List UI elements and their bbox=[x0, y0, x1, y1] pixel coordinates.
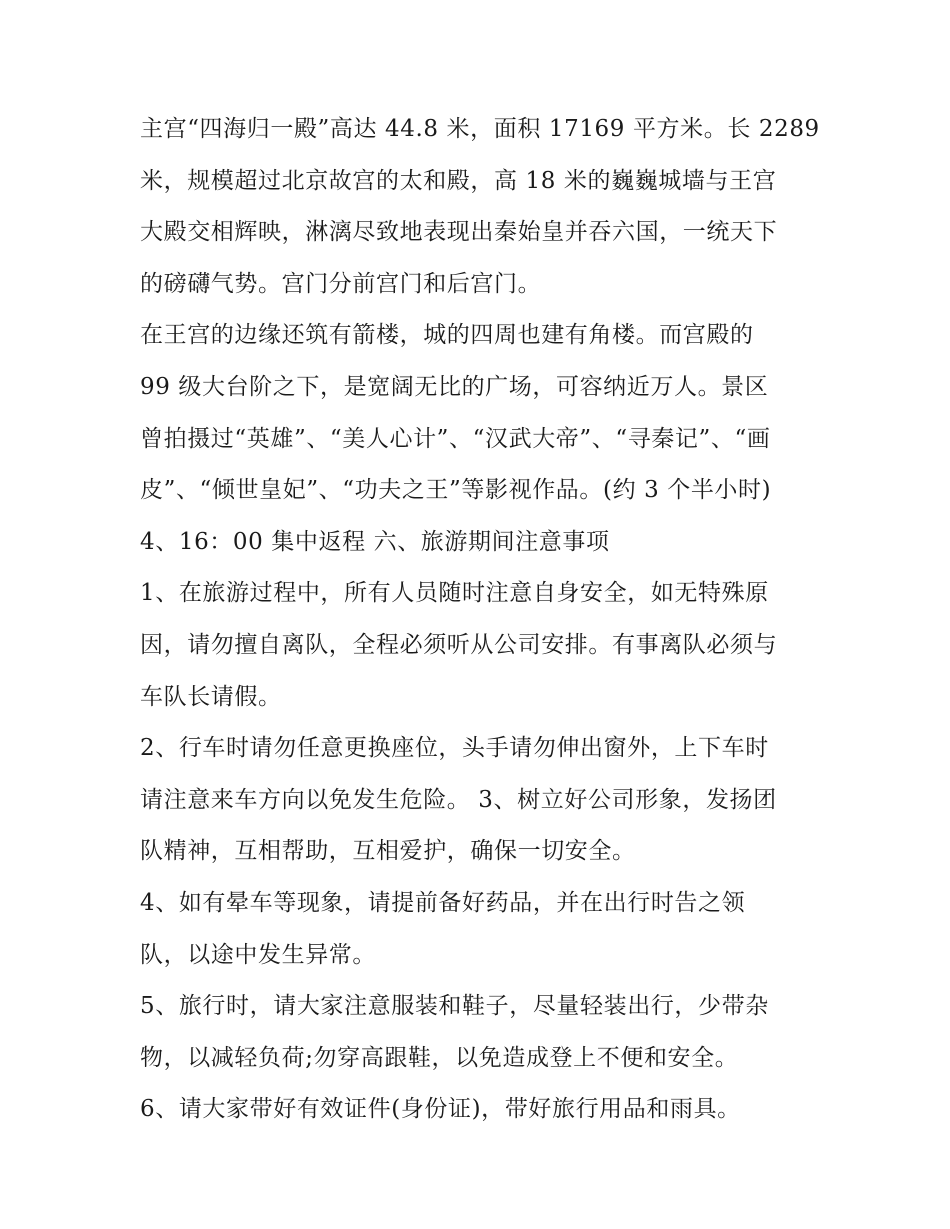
text-line: 的磅礴气势。宫门分前宫门和后宫门。 bbox=[140, 270, 542, 297]
text-line: 请注意来车方向以免发生危险。 3、树立好公司形象，发扬团 bbox=[140, 786, 777, 813]
text-line: 主宫“四海归一殿”高达 44.8 米，面积 17169 平方米。长 2289 bbox=[140, 116, 820, 142]
text-line: 队精神，互相帮助，互相爱护，确保一切安全。 bbox=[140, 838, 636, 865]
text-line: 大殿交相辉映，淋漓尽致地表现出秦始皇并吞六国，一统天下 bbox=[140, 219, 778, 246]
text-line: 5、旅行时，请大家注意服装和鞋子，尽量轻装出行，少带杂 bbox=[140, 993, 769, 1020]
text-line: 6、请大家带好有效证件(身份证)，带好旅行用品和雨具。 bbox=[140, 1096, 741, 1123]
text-line: 物，以减轻负荷;勿穿高跟鞋，以免造成登上不便和安全。 bbox=[140, 1044, 739, 1071]
text-line: 曾拍摄过“英雄”、“美人心计”、“汉武大帝”、“寻秦记”、“画 bbox=[140, 425, 771, 452]
text-line: 4、16：00 集中返程 六、旅游期间注意事项 bbox=[140, 528, 610, 555]
text-line: 队，以途中发生异常。 bbox=[140, 941, 376, 968]
text-line: 4、如有晕车等现象，请提前备好药品，并在出行时告之领 bbox=[140, 889, 746, 916]
text-line: 1、在旅游过程中，所有人员随时注意自身安全，如无特殊原 bbox=[140, 580, 769, 607]
text-line: 皮”、“倾世皇妃”、“功夫之王”等影视作品。(约 3 个半小时) bbox=[140, 477, 772, 504]
document-body bbox=[140, 104, 820, 1136]
text-line: 因，请勿擅自离队，全程必须听从公司安排。有事离队必须与 bbox=[140, 631, 778, 658]
text-line: 在王宫的边缘还筑有箭楼，城的四周也建有角楼。而宫殿的 bbox=[140, 322, 754, 349]
text-line: 车队长请假。 bbox=[140, 683, 282, 710]
text-line: 2、行车时请勿任意更换座位，头手请勿伸出窗外，上下车时 bbox=[140, 735, 769, 762]
text-line: 米，规模超过北京故宫的太和殿，高 18 米的巍巍城墙与王宫 bbox=[140, 167, 777, 194]
text-line: 99 级大台阶之下，是宽阔无比的广场，可容纳近万人。景区 bbox=[140, 373, 769, 400]
